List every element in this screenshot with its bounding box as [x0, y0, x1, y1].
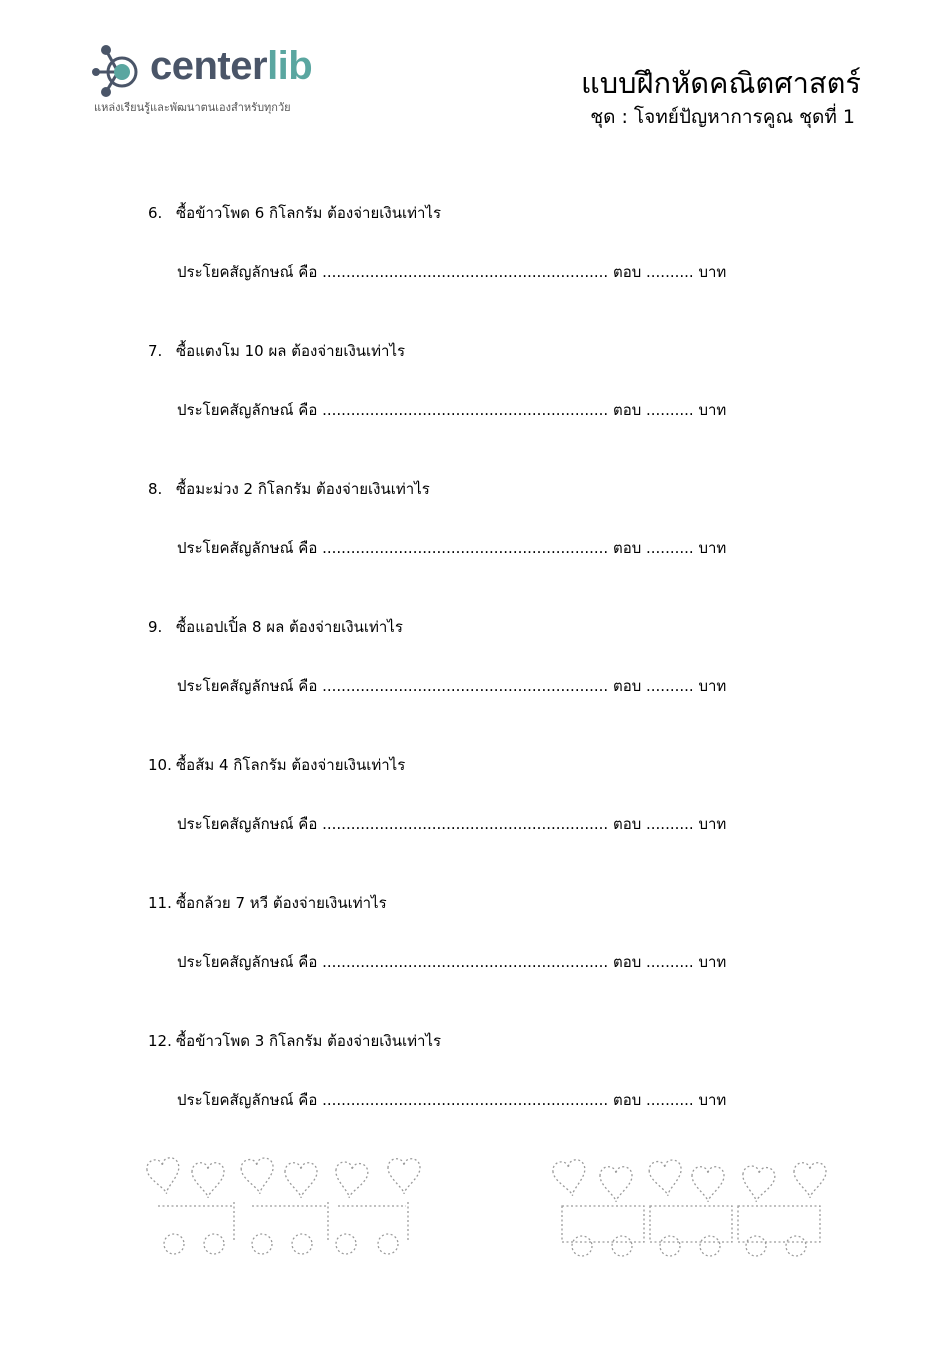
problem-number: 7.	[148, 342, 163, 360]
answer-line: ประโยคสัญลักษณ์ คือ ............................................................ ตอบ .......... บาท	[177, 953, 727, 971]
problem-question	[148, 891, 387, 915]
worksheet-title: แบบฝึกหัดคณิตศาสตร์	[581, 66, 861, 100]
dotted-hearts-train-icon	[140, 1150, 840, 1270]
answer-line: ประโยคสัญลักษณ์ คือ ............................................................ ตอบ .......... บาท	[177, 677, 727, 695]
problem-text: ซื้อกล้วย 7 หวี ต้องจ่ายเงินเท่าไร	[176, 894, 387, 912]
answer-line: ประโยคสัญลักษณ์ คือ ............................................................ ตอบ .......... บาท	[177, 1091, 727, 1109]
problem-number: 8.	[148, 480, 163, 498]
problem-number: 6.	[148, 204, 163, 222]
problem-text: ซื้อข้าวโพด 3 กิโลกรัม ต้องจ่ายเงินเท่าไร	[176, 1032, 441, 1050]
problem-text: ซื้อแอปเปิ้ล 8 ผล ต้องจ่ายเงินเท่าไร	[176, 618, 403, 636]
logo-tagline: แหล่งเรียนรู้และพัฒนาตนเองสำหรับทุกวัย	[94, 101, 291, 114]
problem-question	[148, 201, 441, 225]
molecule-logo-icon	[92, 42, 148, 98]
answer-line: ประโยคสัญลักษณ์ คือ ............................................................ ตอบ .......... บาท	[177, 401, 727, 419]
problem-number: 9.	[148, 618, 163, 636]
centerlib-logo	[92, 42, 352, 122]
problem-text: ซื้อมะม่วง 2 กิโลกรัม ต้องจ่ายเงินเท่าไร	[176, 480, 430, 498]
logo-wordmark	[150, 44, 312, 89]
problem-question	[148, 339, 405, 363]
problem-text: ซื้อแตงโม 10 ผล ต้องจ่ายเงินเท่าไร	[176, 342, 406, 360]
logo-wordmark-lib: lib	[267, 44, 313, 88]
problem-text: ซื้อข้าวโพด 6 กิโลกรัม ต้องจ่ายเงินเท่าไร	[176, 204, 441, 222]
problem-text: ซื้อส้ม 4 กิโลกรัม ต้องจ่ายเงินเท่าไร	[176, 756, 406, 774]
problem-question	[148, 615, 403, 639]
problem-question	[148, 753, 405, 777]
problem-number: 12.	[148, 1032, 172, 1050]
answer-line: ประโยคสัญลักษณ์ คือ ............................................................ ตอบ .......... บาท	[177, 539, 727, 557]
logo-wordmark-center: center	[150, 44, 268, 88]
answer-line: ประโยคสัญลักษณ์ คือ ............................................................ ตอบ .......... บาท	[177, 263, 727, 281]
answer-line: ประโยคสัญลักษณ์ คือ ............................................................ ตอบ .......... บาท	[177, 815, 727, 833]
problem-question	[148, 1029, 441, 1053]
worksheet-subtitle: ชุด : โจทย์ปัญหาการคูณ ชุดที่ 1	[590, 106, 855, 128]
problem-question	[148, 477, 430, 501]
problem-number: 11.	[148, 894, 172, 912]
problem-number: 10.	[148, 756, 172, 774]
